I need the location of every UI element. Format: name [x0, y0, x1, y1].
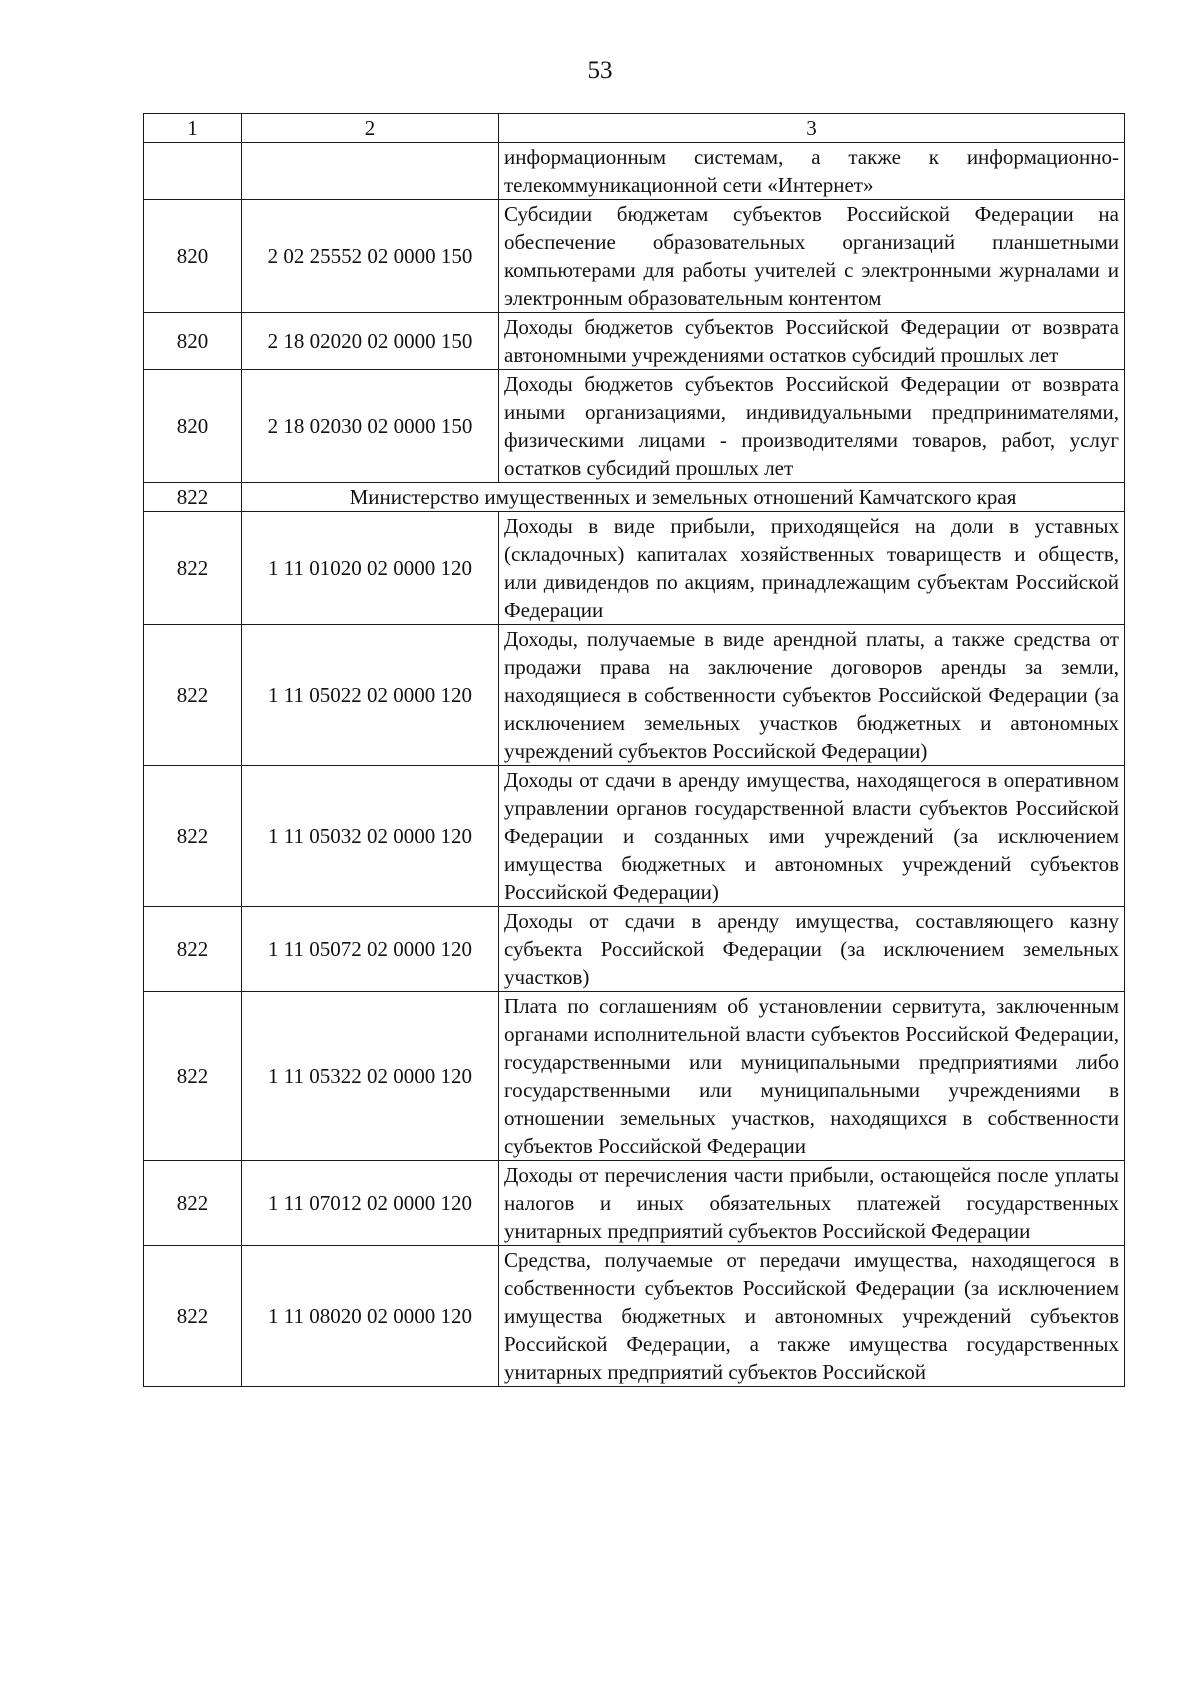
table-row — [144, 907, 1125, 992]
budget-code-cell: 1 11 05072 02 0000 120 — [242, 907, 499, 992]
admin-code-cell: 822 — [144, 483, 242, 512]
budget-code-cell: 2 18 02020 02 0000 150 — [242, 313, 499, 370]
description-cell: Доходы от сдачи в аренду имущества, находящегося в оперативном управлении органов государственной власти субъектов Российской Федерации и созданных ими учреждений (за исключением имущества бюджетных и автономных учреждений субъектов Российской Федерации) — [499, 766, 1125, 907]
page-number: 53 — [587, 57, 613, 84]
description-cell: Плата по соглашениям об установлении сервитута, заключенным органами исполнительной власти субъектов Российской Федерации, государственными или муниципальными предприятиями либо государственными или муниципальными учреждениями в отношении земельных участков, находящихся в собственности субъектов Российской Федерации — [499, 992, 1125, 1161]
budget-code-cell: 1 11 07012 02 0000 120 — [242, 1161, 499, 1246]
budget-code-cell — [242, 143, 499, 200]
ministry-row — [144, 483, 1125, 512]
admin-code-cell: 822 — [144, 1246, 242, 1387]
budget-code-cell: 2 02 25552 02 0000 150 — [242, 200, 499, 313]
budget-code-cell: 1 11 05022 02 0000 120 — [242, 625, 499, 766]
admin-code-cell: 822 — [144, 625, 242, 766]
admin-code-cell: 822 — [144, 907, 242, 992]
table-row — [144, 1246, 1125, 1387]
admin-code-cell: 822 — [144, 1161, 242, 1246]
budget-code-cell: 2 18 02030 02 0000 150 — [242, 370, 499, 483]
admin-code-cell: 822 — [144, 766, 242, 907]
column-header-code: 2 — [242, 114, 499, 143]
description-cell: Доходы от перечисления части прибыли, остающейся после уплаты налогов и иных обязательных платежей государственных унитарных предприятий субъектов Российской Федерации — [499, 1161, 1125, 1246]
table-row — [144, 1161, 1125, 1246]
description-cell: Доходы бюджетов субъектов Российской Федерации от возврата автономными учреждениями остатков субсидий прошлых лет — [499, 313, 1125, 370]
budget-code-cell: 1 11 01020 02 0000 120 — [242, 512, 499, 625]
table-header-row — [144, 114, 1125, 143]
admin-code-cell — [144, 143, 242, 200]
table-row — [144, 992, 1125, 1161]
table-row — [144, 625, 1125, 766]
table-row — [144, 370, 1125, 483]
column-header-description: 3 — [499, 114, 1125, 143]
description-cell: Доходы бюджетов субъектов Российской Федерации от возврата иными организациями, индивидуальными предпринимателями, физическими лицами - производителями товаров, работ, услуг остатков субсидий прошлых лет — [499, 370, 1125, 483]
budget-code-cell: 1 11 05322 02 0000 120 — [242, 992, 499, 1161]
description-cell: Субсидии бюджетам субъектов Российской Федерации на обеспечение образовательных организаций планшетными компьютерами для работы учителей с электронными журналами и электронным образовательным контентом — [499, 200, 1125, 313]
admin-code-cell: 820 — [144, 313, 242, 370]
table-row — [144, 143, 1125, 200]
budget-code-cell: 1 11 05032 02 0000 120 — [242, 766, 499, 907]
budget-revenue-table — [143, 113, 1125, 1387]
description-cell: информационным системам, а также к информационно-телекоммуникационной сети «Интернет» — [499, 143, 1125, 200]
table-row — [144, 200, 1125, 313]
table-row — [144, 766, 1125, 907]
ministry-name: Министерство имущественных и земельных отношений Камчатского края — [242, 483, 1125, 512]
admin-code-cell: 822 — [144, 512, 242, 625]
admin-code-cell: 820 — [144, 370, 242, 483]
description-cell: Доходы, получаемые в виде арендной платы, а также средства от продажи права на заключение договоров аренды за земли, находящиеся в собственности субъектов Российской Федерации (за исключением земельных участков бюджетных и автономных учреждений субъектов Российской Федерации) — [499, 625, 1125, 766]
table-row — [144, 512, 1125, 625]
column-header-admin: 1 — [144, 114, 242, 143]
admin-code-cell: 822 — [144, 992, 242, 1161]
table-row — [144, 313, 1125, 370]
description-cell: Средства, получаемые от передачи имущества, находящегося в собственности субъектов Российской Федерации (за исключением имущества бюджетных и автономных учреждений субъектов Российской Федерации, а также имущества государственных унитарных предприятий субъектов Российской — [499, 1246, 1125, 1387]
description-cell: Доходы в виде прибыли, приходящейся на доли в уставных (складочных) капиталах хозяйственных товариществ и обществ, или дивидендов по акциям, принадлежащим субъектам Российской Федерации — [499, 512, 1125, 625]
admin-code-cell: 820 — [144, 200, 242, 313]
description-cell: Доходы от сдачи в аренду имущества, составляющего казну субъекта Российской Федерации (за исключением земельных участков) — [499, 907, 1125, 992]
budget-code-cell: 1 11 08020 02 0000 120 — [242, 1246, 499, 1387]
